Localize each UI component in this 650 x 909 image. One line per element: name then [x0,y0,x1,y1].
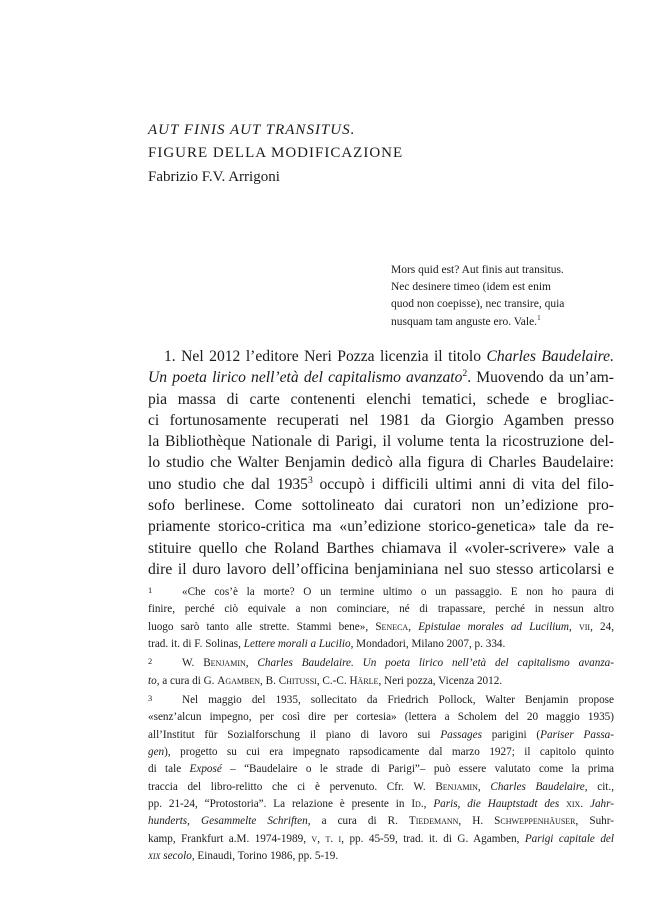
footnote-line: 2 W. Benjamin, Charles Baudelaire. Un poeta lirico nell’età del capitalismo avanza- [148,653,614,672]
footnote-line: finire, perché ciò equivale a non cominciare, né di trapassare, perché in nessun altro [148,603,614,616]
author-name: Fabrizio F.V. Arrigoni [148,169,280,185]
footnote-line: 3 Nel maggio del 1935, sollecitato da Friedrich Pollock, Walter Benjamin propose [148,690,614,709]
epigraph [391,262,614,331]
main-paragraph [148,346,614,580]
epigraph-line: Nec desinere timeo (idem est enim [391,281,551,294]
note-reference[interactable]: 2 [462,368,468,380]
epigraph-line: nusquam tam anguste ero. Vale.$^1$ [391,313,541,328]
body-line: priamente storico-critica ma «un’edizione storico-genetica» tale da re- [148,518,614,536]
body-line: Un poeta lirico nell’età del capitalismo avanzato$^2$. Muovendo da un’am- [148,368,614,387]
footnote-line: 1 «Che cos’è la morte? O un termine ultimo o un passaggio. E non ho paura di [148,582,614,601]
chapter-title-line2: FIGURE DELLA MODIFICAZIONE [148,145,404,161]
footnotes [148,582,614,866]
footnote-line: traccia del libro-relitto che ci è pervenuto. Cfr. W. Benjamin, Charles Baudelaire, cit., [148,780,615,793]
body-line: pia massa di carte contenenti elenchi tematici, schede e brogliac- [148,390,614,408]
note-reference[interactable]: 3 [307,474,313,486]
footnote-line: kamp, Frankfurt a.M. 1974-1989, v, t. i, pp. 45-59, trad. it. di G. Agamben, Parigi capitale del [148,832,614,845]
body-line: ci fortunosamente recuperati nel 1981 da Giorgio Agamben presso [148,411,614,429]
footnote-line: all’Institut für Sozialforschung il piano di lavoro sui Passages parigini (Pariser Passa- [148,728,614,741]
footnote-number: 2 [148,657,153,667]
body-line: uno studio che dal 1935$^3$ occupò i difficili ultimi anni di vita del filo- [148,474,614,493]
body-line: stituire quello che Roland Barthes chiamava il «voler-scrivere» vale a [148,539,614,557]
body-line: la Bibliothèque Nationale di Parigi, il volume tenta la ricostruzione del- [148,433,614,451]
footnote-line: di tale Exposé – “Baudelaire o le strade di Parigi”– può essere valutato come la prima [148,763,615,776]
body-line: dire il duro lavoro dell’officina benjaminiana nel suo stesso articolarsi e [148,560,614,578]
footnote-line: «senz’alcun impegno, per così dire per cortesia» (lettera a Scholem del 20 maggio 1935) [148,711,614,724]
note-reference[interactable]: 1 [537,313,541,322]
epigraph-line: quod non coepisse), nec transire, quia [391,298,565,311]
footnote-line: gen), progetto su cui era impegnato rapsodicamente dal marzo 1927; il capitolo quinto [148,746,614,759]
body-line: sofo berlinese. Come sottolineato dai curatori non un’edizione pro- [148,497,614,515]
footnote-line: luogo sarò tanto alle strette. Stammi bene», Seneca, Epistulae morales ad Lucilium, vii, 24, [148,620,615,633]
footnote-line: to, a cura di G. Agamben, B. Chitussi, C.-C. Härle, Neri pozza, Vicenza 2012. [148,674,503,687]
footnote-number: 3 [148,694,153,704]
footnote-line: pp. 21-24, “Protostoria”. La relazione è presente in Id., Paris, die Hauptstadt des xix. Jahr- [148,798,615,811]
footnote-line: trad. it. di F. Solinas, Lettere morali a Lucilio, Mondadori, Milano 2007, p. 334. [148,638,506,651]
footnote-line: xix secolo, Einaudi, Torino 1986, pp. 5-19. [148,850,339,863]
chapter-title-line1: AUT FINIS AUT TRANSITUS. [148,122,356,138]
footnote-number: 1 [148,586,153,595]
epigraph-line: Mors quid est? Aut finis aut transitus. [391,264,564,276]
footnote-line: hunderts, Gesammelte Schriften, a cura di R. Tiedemann, H. Schweppenhäuser, Suhr- [148,815,614,828]
body-line: lo studio che Walter Benjamin dedicò alla figura di Charles Baudelaire: [148,454,614,472]
body-line: 1. Nel 2012 l’editore Neri Pozza licenzia il titolo Charles Baudelaire. [164,348,614,365]
